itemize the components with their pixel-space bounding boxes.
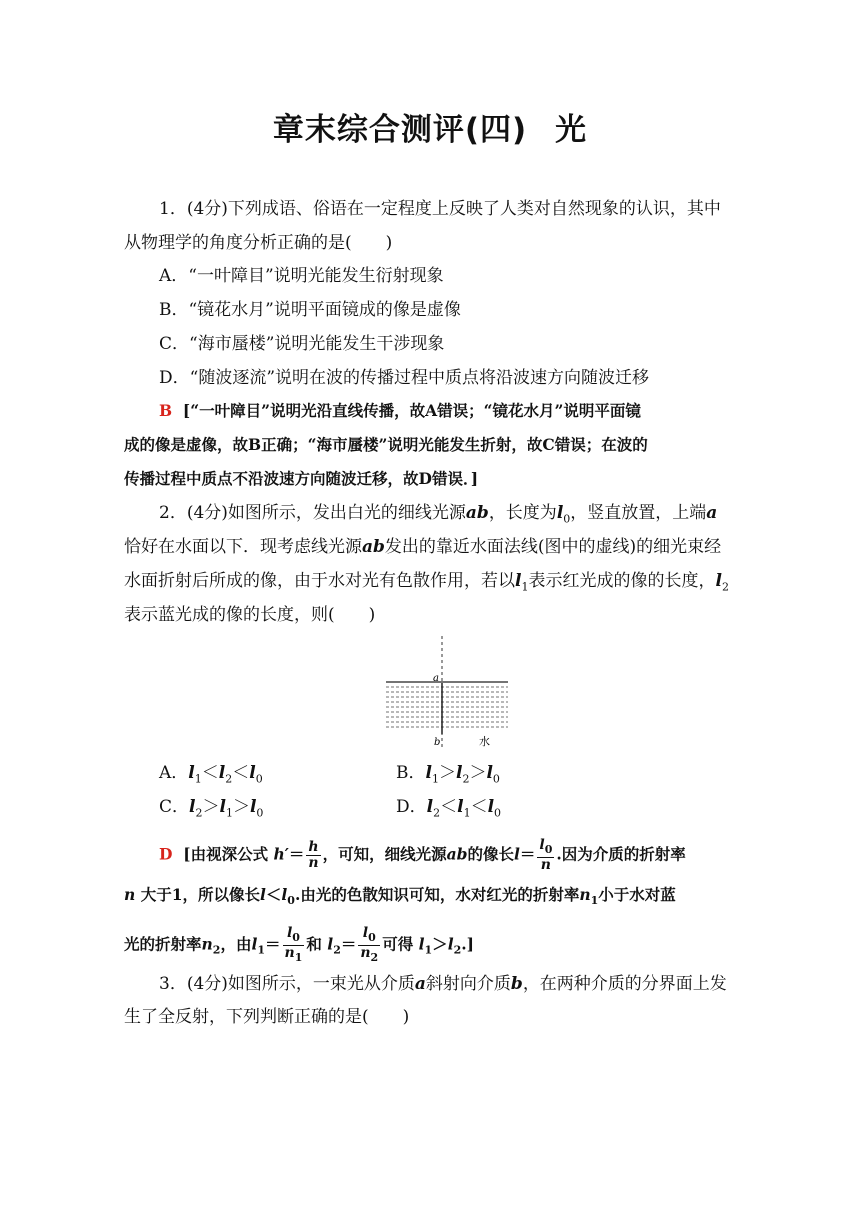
- q1-explanation-line-3: 传播过程中质点不沿波速方向随波迁移，故D错误．]: [124, 469, 479, 488]
- q2-water-figure: [380, 636, 515, 750]
- q1-stem-line-2: 从物理学的角度分析正确的是( ): [124, 233, 393, 253]
- q2-stem-line-3: 水面折射后所成的像，由于水对光有色散作用，若以$l_1$表示红光成的像的长度，$l_2$: [124, 571, 729, 594]
- q1-option-a: A．“一叶障目”说明光能发生衍射现象: [159, 266, 444, 286]
- q1-option-b: B．“镜花水月”说明平面镜成的像是虚像: [159, 300, 461, 320]
- q2-option-b: B．$l_1>l_2>l_0$: [396, 763, 500, 786]
- q1-stem-line-1: 1．(4分)下列成语、俗语在一定程度上反映了人类对自然现象的认识，其中: [159, 199, 721, 219]
- fig-label-b: b: [434, 737, 441, 748]
- q3-stem-line-2: 生了全反射，下列判断正确的是( ): [124, 1007, 410, 1027]
- q1-explanation-line-1: B [“一叶障目”说明光沿直线传播，故A错误；“镜花水月”说明平面镜: [159, 401, 641, 420]
- q3-stem-line-1: 3．(4分)如图所示，一束光从介质a斜射向介质b，在两种介质的分界面上发: [159, 974, 727, 994]
- title-sub: 光: [555, 112, 588, 148]
- water-hatching: [386, 687, 508, 727]
- q1-answer-letter: B: [159, 401, 173, 420]
- q1-explanation-line-2: 成的像是虚像，故B正确；“海市蜃楼”说明光能发生折射，故C错误；在波的: [124, 435, 648, 454]
- q1-option-c: C．“海市蜃楼”说明光能发生干涉现象: [159, 334, 445, 354]
- q2-option-a: A．$l_1<l_2<l_0$: [159, 763, 263, 786]
- q2-stem-line-2: 恰好在水面以下．现考虑线光源ab发出的靠近水面法线(图中的虚线)的细光束经: [124, 537, 722, 557]
- q2-explanation-line-1: D [由视深公式 h′＝ $\frac{h}{n}$ ，可知，细线光源ab的像长l＝ $\frac{l_0}{n}$ .因为介质的折射率: [159, 837, 686, 873]
- fig-label-a: a: [433, 673, 439, 684]
- page-title: [0, 104, 860, 149]
- q2-answer-letter: D: [159, 844, 173, 864]
- q2-stem-line-4: 表示蓝光成的像的长度，则( ): [124, 605, 376, 625]
- fig-label-water: 水: [479, 735, 490, 748]
- title-main: 章末综合测评(四): [272, 112, 528, 148]
- q2-option-c: C．$l_2>l_1>l_0$: [159, 797, 264, 820]
- q2-stem-line-1: 2．(4分)如图所示，发出白光的细线光源ab，长度为$l_0$，竖直放置，上端a: [159, 503, 718, 526]
- q1-option-d: D．“随波逐流”说明在波的传播过程中质点将沿波速方向随波迁移: [159, 368, 650, 388]
- q2-option-d: D．$l_2<l_1<l_0$: [396, 797, 502, 820]
- q2-explanation-line-2: n 大于1，所以像长$l<l_0$.由光的色散知识可知，水对红光的折射率$n_1$小于水对蓝: [124, 885, 676, 908]
- q2-explanation-line-3: 光的折射率$n_2$，由$l_1=$ $\frac{l_0}{n_1}$ 和 $l_2=$ $\frac{l_0}{n_2}$ 可得 $l_1>l_2$.]: [124, 925, 474, 964]
